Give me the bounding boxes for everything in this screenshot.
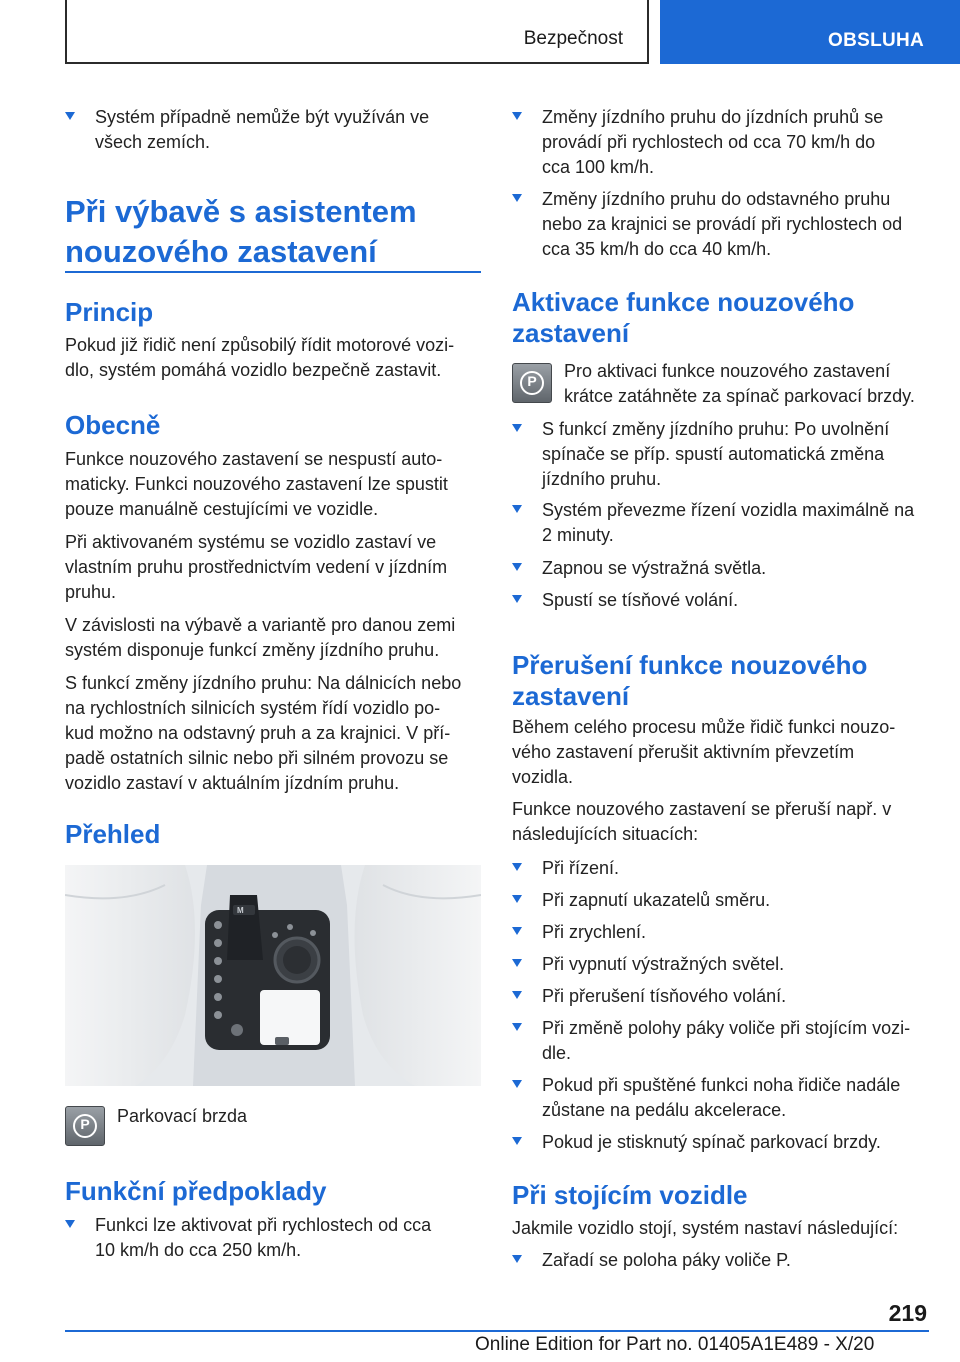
obecne-paragraph-1: Funkce nouzového zastavení se nespustí auto- maticky. Funkci nouzového zastavení lze spustit pouze manuálně cestujícími ve vozidle. bbox=[65, 449, 448, 519]
parking-brake-icon: P bbox=[65, 1106, 105, 1146]
main-heading: Při výbavě s asistentem nouzového zastavení bbox=[65, 194, 417, 269]
triangle-bullet-icon bbox=[512, 1023, 522, 1031]
obecne-paragraph-2: Při aktivovaném systému se vozidlo zastaví ve vlastním pruhu prostřednictvím vedení v jízdním pruhu. bbox=[65, 532, 448, 602]
triangle-bullet-icon bbox=[512, 1137, 522, 1145]
triangle-bullet-icon bbox=[512, 959, 522, 967]
shifter-badge: M bbox=[237, 906, 244, 915]
edition-text: Online Edition for Part no. 01405A1E489 - X/20 bbox=[475, 1334, 875, 1355]
triangle-bullet-icon bbox=[65, 112, 75, 120]
predpoklady-heading: Funkční předpoklady bbox=[65, 1176, 327, 1206]
aktivace-bullet: S funkcí změny jízdního pruhu: Po uvolnění spínače se příp. spustí automatická změna jízdního pruhu. bbox=[512, 417, 930, 492]
footer-rule bbox=[65, 1330, 929, 1332]
aktivace-bullet: Zapnou se výstražná světla. bbox=[512, 556, 930, 581]
triangle-bullet-icon bbox=[512, 505, 522, 513]
preruseni-bullet: Při zrychlení. bbox=[512, 920, 930, 945]
aktivace-bullet: Systém převezme řízení vozidla maximálně na 2 minuty. bbox=[512, 498, 930, 548]
obecne-paragraph-4: S funkcí změny jízdního pruhu: Na dálnicích nebo na rychlostních silnicích systém řídí vozidlo po- kud možno na odstavný pruh a za krajnici. V pří- padě ostatních silnic nebo při silném provozu se vozidlo zastaví v aktuálním jízdním pruhu. bbox=[65, 673, 462, 793]
lane-change-bullet-1: Změny jízdního pruhu do jízdních pruhů se provádí při rychlostech od cca 70 km/h do cca 100 km/h. bbox=[512, 105, 930, 180]
preruseni-bullet: Při změně polohy páky voliče při stojícím vozi- dle. bbox=[512, 1016, 930, 1066]
console-illustration bbox=[65, 865, 481, 1086]
obecne-paragraph-3: V závislosti na výbavě a variantě pro danou zemi systém disponuje funkcí změny jízdního pruhu. bbox=[65, 615, 456, 660]
triangle-bullet-icon bbox=[512, 895, 522, 903]
chapter-tab-label: OBSLUHA bbox=[828, 30, 925, 51]
aktivace-bullet: Spustí se tísňové volání. bbox=[512, 588, 930, 613]
stojici-bullet: Zařadí se poloha páky voliče P. bbox=[512, 1248, 930, 1273]
preruseni-bullet: Pokud při spuštěné funkci noha řidiče nadále zůstane na pedálu akcelerace. bbox=[512, 1073, 930, 1123]
chapter-tab[interactable] bbox=[660, 0, 960, 64]
preruseni-bullet: Při zapnutí ukazatelů směru. bbox=[512, 888, 930, 913]
triangle-bullet-icon bbox=[65, 1220, 75, 1228]
preruseni-bullet: Při vypnutí výstražných světel. bbox=[512, 952, 930, 977]
stojici-text: Jakmile vozidlo stojí, systém nastaví následující: bbox=[512, 1218, 899, 1238]
lane-change-bullet-2: Změny jízdního pruhu do odstavného pruhu nebo za krajnici se provádí při rychlostech od cca 35 km/h do cca 40 km/h. bbox=[512, 187, 930, 262]
preruseni-paragraph-1: Během celého procesu může řidič funkci nouzo- vého zastavení přerušit aktivním převzetím vozidla. bbox=[512, 717, 896, 787]
preruseni-paragraph-2: Funkce nouzového zastavení se přeruší např. v následujících situacích: bbox=[512, 799, 892, 844]
parking-brake-icon: P bbox=[512, 363, 552, 403]
preruseni-bullet: Při přerušení tísňového volání. bbox=[512, 984, 930, 1009]
princip-text: Pokud již řidič není způsobilý řídit motorové vozi- dlo, systém pomáhá vozidlo bezpečně zastavit. bbox=[65, 335, 455, 380]
header-frame bbox=[65, 0, 649, 64]
predpoklady-bullet: Funkci lze aktivovat při rychlostech od cca 10 km/h do cca 250 km/h. bbox=[65, 1213, 481, 1263]
triangle-bullet-icon bbox=[512, 424, 522, 432]
intro-bullet: Systém případně nemůže být využíván ve všech zemích. bbox=[65, 105, 481, 155]
triangle-bullet-icon bbox=[512, 112, 522, 120]
stojici-heading: Při stojícím vozidle bbox=[512, 1180, 748, 1210]
triangle-bullet-icon bbox=[512, 595, 522, 603]
triangle-bullet-icon bbox=[512, 563, 522, 571]
prehled-heading: Přehled bbox=[65, 819, 161, 849]
preruseni-bullet: Při řízení. bbox=[512, 856, 930, 881]
parking-brake-label: Parkovací brzda bbox=[117, 1106, 248, 1126]
aktivace-text: Pro aktivaci funkce nouzového zastavení krátce zatáhněte za spínač parkovací brzdy. bbox=[564, 361, 915, 406]
triangle-bullet-icon bbox=[512, 863, 522, 871]
page-number: 219 bbox=[888, 1300, 927, 1326]
aktivace-heading: Aktivace funkce nouzového zastavení bbox=[512, 287, 855, 348]
preruseni-heading: Přerušení funkce nouzového zastavení bbox=[512, 650, 868, 711]
triangle-bullet-icon bbox=[512, 927, 522, 935]
triangle-bullet-icon bbox=[512, 1080, 522, 1088]
triangle-bullet-icon bbox=[512, 194, 522, 202]
obecne-heading: Obecně bbox=[65, 410, 161, 440]
center-console-photo bbox=[65, 865, 481, 1086]
triangle-bullet-icon bbox=[512, 1255, 522, 1263]
preruseni-bullet: Pokud je stisknutý spínač parkovací brzdy. bbox=[512, 1130, 930, 1155]
princip-heading: Princip bbox=[65, 297, 154, 327]
section-title: Bezpečnost bbox=[523, 28, 623, 49]
triangle-bullet-icon bbox=[512, 991, 522, 999]
heading-rule bbox=[65, 271, 481, 273]
